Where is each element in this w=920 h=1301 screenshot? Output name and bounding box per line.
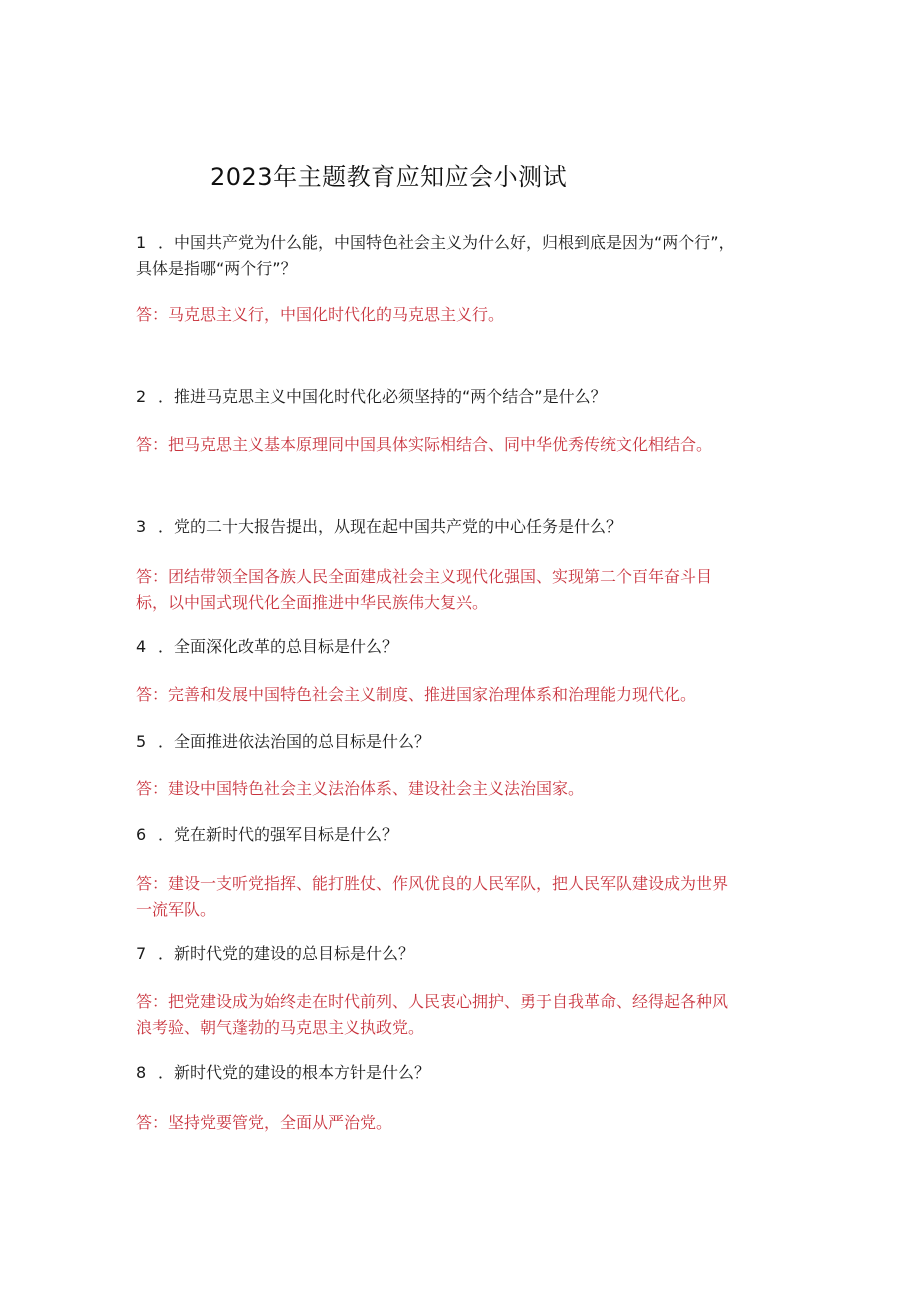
question-number: 5 xyxy=(136,732,147,751)
question-number: 1 xyxy=(136,233,147,252)
answer-text: 答：团结带领全国各族人民全面建成社会主义现代化强国、实现第二个百年奋斗目 xyxy=(136,567,713,586)
answer-text: 一流军队。 xyxy=(136,900,217,919)
question-number: 4 xyxy=(136,637,147,656)
question-5 xyxy=(136,729,776,755)
question-text: ．新时代党的建设的总目标是什么？ xyxy=(158,944,415,963)
answer-6-line-2 xyxy=(136,897,776,923)
question-number: 7 xyxy=(136,944,147,963)
question-7 xyxy=(136,941,776,967)
answer-text: 答：坚持党要管党，全面从严治党。 xyxy=(136,1113,393,1132)
answer-3 xyxy=(136,564,776,590)
answer-text: 标，以中国式现代化全面推进中华民族伟大复兴。 xyxy=(136,593,489,612)
question-6 xyxy=(136,822,776,848)
answer-1 xyxy=(136,302,776,328)
question-text: ．全面深化改革的总目标是什么？ xyxy=(158,637,399,656)
question-1 xyxy=(136,230,776,256)
question-8 xyxy=(136,1060,776,1086)
question-text: ．推进马克思主义中国化时代化必须坚持的“两个结合”是什么？ xyxy=(158,387,607,406)
question-number: 2 xyxy=(136,387,147,406)
answer-2 xyxy=(136,432,776,458)
answer-3-line-2 xyxy=(136,590,776,616)
question-3 xyxy=(136,514,776,540)
page-title: 2023年主题教育应知应会小测试 xyxy=(210,163,568,191)
question-2 xyxy=(136,384,776,410)
question-text: ．全面推进依法治国的总目标是什么？ xyxy=(158,732,431,751)
question-text: ．党的二十大报告提出，从现在起中国共产党的中心任务是什么？ xyxy=(158,517,623,536)
question-text: ．中国共产党为什么能，中国特色社会主义为什么好，归根到底是因为“两个行”， xyxy=(158,233,735,252)
answer-text: 答：把马克思主义基本原理同中国具体实际相结合、同中华优秀传统文化相结合。 xyxy=(136,435,713,454)
question-text: ．新时代党的建设的根本方针是什么？ xyxy=(158,1063,431,1082)
answer-text: 答：建设一支听党指挥、能打胜仗、作风优良的人民军队，把人民军队建设成为世界 xyxy=(136,874,729,893)
answer-4 xyxy=(136,682,776,708)
answer-text: 答：建设中国特色社会主义法治体系、建设社会主义法治国家。 xyxy=(136,779,585,798)
answer-8 xyxy=(136,1110,776,1136)
answer-6 xyxy=(136,871,776,897)
question-text: 具体是指哪“两个行”？ xyxy=(136,259,297,278)
answer-text: 答：马克思主义行，中国化时代化的马克思主义行。 xyxy=(136,305,505,324)
question-1-line-2 xyxy=(136,256,776,282)
answer-7-line-2 xyxy=(136,1015,776,1041)
answer-7 xyxy=(136,989,776,1015)
question-4 xyxy=(136,634,776,660)
question-number: 6 xyxy=(136,825,147,844)
answer-text: 答：把党建设成为始终走在时代前列、人民衷心拥护、勇于自我革命、经得起各种风 xyxy=(136,992,729,1011)
question-number: 8 xyxy=(136,1063,147,1082)
question-text: ．党在新时代的强军目标是什么？ xyxy=(158,825,399,844)
answer-text: 答：完善和发展中国特色社会主义制度、推进国家治理体系和治理能力现代化。 xyxy=(136,685,697,704)
answer-text: 浪考验、朝气蓬勃的马克思主义执政党。 xyxy=(136,1018,425,1037)
question-number: 3 xyxy=(136,517,147,536)
answer-5 xyxy=(136,776,776,802)
